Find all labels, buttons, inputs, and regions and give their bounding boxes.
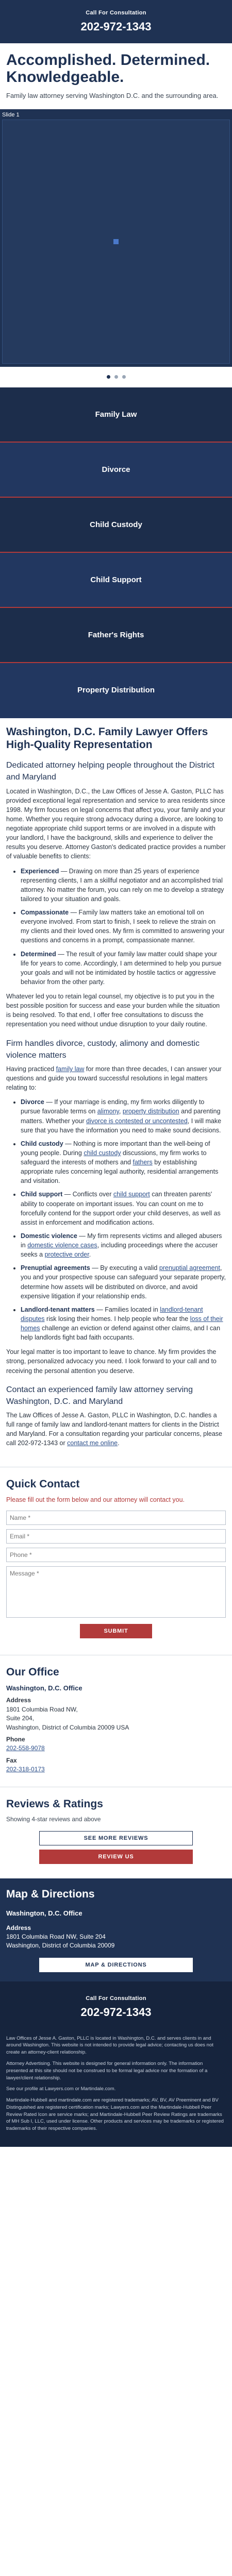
slider-dot[interactable] [114, 375, 118, 379]
family-law-link[interactable]: family law [56, 1065, 85, 1073]
practice-property-distribution[interactable]: Property Distribution [0, 663, 232, 718]
review-us-button[interactable]: REVIEW US [39, 1850, 193, 1864]
loss-of-home-link[interactable]: loss of their homes [21, 1315, 223, 1332]
text: challenge an eviction or defend against other claims, and I can help landlords fight bad faith occupants. [21, 1325, 221, 1342]
hero-headline: Accomplished. Determined. Knowledgeable. [6, 51, 210, 86]
text: and parenting matters. Whether your [21, 1108, 221, 1125]
slide-label: Slide 1 [2, 111, 20, 118]
call-label: Call For Consultation [86, 10, 146, 16]
quick-contact-note: Please fill out the form below and our attorney will contact you. [6, 1496, 185, 1504]
practice-areas [0, 387, 232, 718]
see-more-reviews-button[interactable]: SEE MORE REVIEWS [39, 1831, 193, 1845]
list-item-title: Determined [21, 950, 56, 958]
office-phone-link[interactable]: 202-558-9078 [6, 1744, 45, 1752]
handles-paragraph [6, 1064, 226, 1092]
property-distribution-link[interactable]: property distribution [122, 1108, 179, 1115]
footer-phone-link[interactable]: 202-972-1343 [80, 2005, 152, 2019]
list-item-title: Divorce [21, 1098, 44, 1106]
practice-divorce[interactable]: Divorce [0, 443, 232, 498]
reviews-section [0, 1787, 232, 1879]
list-item-title: Child support [21, 1191, 63, 1198]
legal-text [0, 2029, 232, 2132]
list-item-title: Experienced [21, 867, 59, 875]
fax-label: Fax [6, 1756, 17, 1764]
legal-paragraph: Law Offices of Jesse A. Gaston, PLLC is located in Washington, D.C. and serves clients in and around Washington. This website is not intended to provide legal advice; contacting us does not create an attorney-client relationship. [6, 2035, 213, 2056]
slider-dot[interactable] [122, 375, 126, 379]
protective-order-link[interactable]: protective order [44, 1251, 89, 1259]
legal-paragraph: Attorney Advertising. This website is designed for general information only. The information presented at this site should not be construed to be formal legal advice nor the formation of a lawyer/client relationship. [6, 2060, 208, 2081]
text: by establishing appropriate rules concerning legal authority, residential arrangements and visitation. [21, 1159, 219, 1185]
intro-subtitle: Dedicated attorney helping people throughout the District and Maryland [6, 761, 214, 782]
map-address-label: Address [6, 1924, 31, 1931]
hero-slider[interactable] [0, 109, 232, 367]
message-input[interactable] [6, 1566, 226, 1618]
practice-family-law[interactable]: Family Law [0, 387, 232, 443]
legal-paragraph: See our profile at Lawyers.com or Martindale.com. [6, 2086, 116, 2092]
list-item [21, 867, 226, 904]
map-directions-button[interactable]: MAP & DIRECTIONS [39, 1958, 193, 1972]
slider-dots [0, 367, 232, 387]
footer-call-label: Call For Consultation [86, 1995, 146, 2002]
prenuptial-agreement-link[interactable]: prenuptial agreement [159, 1264, 221, 1272]
reviews-subtitle: Showing 4-star reviews and above [6, 1816, 101, 1823]
text: — Families located in [94, 1306, 160, 1313]
list-item [21, 1263, 226, 1301]
text: — By executing a valid [90, 1264, 159, 1272]
footer [0, 1981, 232, 2147]
text: — Conflicts over [62, 1191, 113, 1198]
text: — If your marriage is ending, my firm works diligently to pursue favorable terms on [21, 1098, 205, 1115]
quick-contact-form [0, 1467, 232, 1644]
slider-dot[interactable] [107, 375, 110, 379]
office-section [0, 1655, 232, 1781]
list-item-text: — Drawing on more than 25 years of experience representing clients, I am a skillful negotiator and an accomplished trial attorney. No matter the forum, you can rely on me to develop a strategy tailored to your situation and goals. [21, 867, 224, 903]
handles-paragraph-2: Your legal matter is too important to leave to chance. My firm provides the strong, personalized advocacy you need. I look forward to your call and to receiving the personal attention you deserve. [6, 1348, 217, 1375]
list-item-text: — Family law matters take an emotional toll on everyone involved. From start to finish, I seek to relieve the strain on my clients and their loved ones. My firm is committed to answering your questions and concerns in a prompt, compassionate manner. [21, 909, 225, 944]
text: for more than three decades, I can answer your questions and guide you toward successful resolutions in legal matters relating to: [6, 1065, 222, 1092]
quick-contact-title: Quick Contact [6, 1478, 80, 1490]
list-item [21, 1231, 226, 1259]
intro-paragraph-2: Whatever led you to retain legal counsel, my objective is to put you in the best possible position for success and ease your burden while the situation is being resolved. To that end, I offer free consultations to discuss the representation you need without undue disruption to your daily routine. [6, 993, 220, 1028]
text: can threaten parents' ability to cooperate on important issues. You can count on me to forcefully contend for the support order your child deserves, as well as assist in enforcement and modification actions. [21, 1191, 221, 1226]
map-address-line: Washington, District of Columbia 20009 [6, 1942, 115, 1950]
text: discussions, my firm works to safeguard the interests of mothers and [21, 1149, 207, 1166]
address-line: 1801 Columbia Road NW, [6, 1705, 78, 1713]
name-input[interactable] [6, 1511, 226, 1525]
slide-placeholder-icon [113, 239, 119, 244]
phone-label: Phone [6, 1736, 25, 1743]
list-item [21, 908, 226, 945]
hero-tagline: Family law attorney serving Washington D.C. and the surrounding area. [6, 92, 219, 100]
benefits-list [21, 867, 226, 987]
text: Having practiced [6, 1065, 56, 1073]
footer-call-bar [0, 1981, 232, 2029]
domestic-violence-link[interactable]: domestic violence cases [27, 1242, 97, 1249]
list-item-title: Domestic violence [21, 1232, 77, 1240]
map-title: Map & Directions [6, 1888, 95, 1901]
office-city: Washington, D.C. Office [6, 1684, 82, 1692]
list-item [21, 1190, 226, 1227]
list-item-title: Child custody [21, 1140, 63, 1147]
fathers-link[interactable]: fathers [132, 1159, 153, 1166]
address-label: Address [6, 1697, 31, 1704]
phone-link[interactable]: 202-972-1343 [80, 20, 152, 33]
address-line: Washington, District of Columbia 20009 USA [6, 1723, 129, 1731]
practice-child-custody[interactable]: Child Custody [0, 498, 232, 553]
child-support-link[interactable]: child support [113, 1191, 150, 1198]
list-item [21, 950, 226, 987]
legal-paragraph: Martindale-Hubbell and martindale.com are registered trademarks; AV, BV, AV Preeminent and BV Distinguished are registered certification marks; Lawyers.com and the Martindale-Hubbell Peer Review Rated Icon are service marks; and Martindale-Hubbell Peer Review Ratings are trademarks of MH Sub I, LLC, used under license. Other products and services may be trademarks or registered trademarks of their respective companies. [6, 2097, 224, 2132]
map-city: Washington, D.C. Office [6, 1909, 82, 1917]
list-item [21, 1305, 226, 1343]
practice-fathers-rights[interactable]: Father's Rights [0, 608, 232, 663]
main-content [0, 718, 232, 1458]
child-custody-link[interactable]: child custody [84, 1149, 121, 1157]
services-list [21, 1097, 226, 1342]
office-title: Our Office [6, 1666, 59, 1679]
intro-title: Washington, D.C. Family Lawyer Offers High-Quality Representation [6, 725, 208, 751]
reviews-title: Reviews & Ratings [6, 1798, 103, 1810]
text: . [89, 1251, 91, 1259]
list-item [21, 1139, 226, 1186]
text: — My firm represents victims and alleged abusers in [21, 1232, 222, 1249]
submit-button[interactable]: SUBMIT [80, 1624, 152, 1638]
list-item-text: — The result of your family law matter could shape your life for years to come. Accordingly, I am determined to help you pursue your goals and will not be intimidated by hostile tactics or aggressive behavior from the other party. [21, 950, 222, 986]
practice-child-support[interactable]: Child Support [0, 553, 232, 608]
address-line: Suite 204, [6, 1715, 35, 1722]
text: , including proceedings where the accuser seeks a [21, 1242, 218, 1259]
alimony-link[interactable]: alimony [97, 1108, 119, 1115]
map-section [0, 1878, 232, 1981]
hero [0, 43, 232, 106]
text: , I will make sure that you have the information you need to make sound decisions. [21, 1117, 222, 1134]
contested-divorce-link[interactable]: divorce is contested or uncontested [86, 1117, 188, 1125]
contact-subtitle: Contact an experienced family law attorney serving Washington, D.C. and Maryland [6, 1385, 193, 1406]
phone-input[interactable] [6, 1548, 226, 1562]
map-address-line: 1801 Columbia Road NW, Suite 204 [6, 1933, 106, 1941]
handles-subtitle: Firm handles divorce, custody, alimony and domestic violence matters [6, 1039, 200, 1060]
landlord-tenant-link[interactable]: landlord-tenant disputes [21, 1306, 203, 1323]
top-call-bar [0, 0, 232, 43]
intro-paragraph: Located in Washington, D.C., the Law Offices of Jesse A. Gaston, PLLC has provided exceptional legal representation and service to area residents since 1998. My firm focuses on legal concerns that affect you, your family and your home. Whether you require strong advocacy during a divorce, are looking to negotiate appropriate child support terms or are involved in a dispute with your landlord, I have the background, skills and experience to deliver the results you deserve. Attorney Gaston's dedicated practice provides a number of valuable benefits to clients: [6, 787, 226, 860]
list-item-title: Compassionate [21, 909, 69, 917]
list-item-title: Landlord-tenant matters [21, 1306, 95, 1313]
list-item [21, 1097, 226, 1135]
text: . [118, 1439, 120, 1447]
text: , you and your prospective spouse can safeguard your separate property, determine how assets will be distributed on divorce, and avoid expensive litigation if your relationship ends. [21, 1264, 226, 1300]
text: , [119, 1108, 123, 1115]
text: The Law Offices of Jesse A. Gaston, PLLC in Washington, D.C. handles a full range of family law and landlord-tenant matters for clients in the District and Maryland. For a consultation regarding your particular concerns, please call 202-972-1343 or [6, 1412, 222, 1447]
text: — Nothing is more important than the well-being of young people. During [21, 1140, 210, 1157]
slide-image [2, 120, 230, 364]
office-fax-link[interactable]: 202-318-0173 [6, 1766, 45, 1773]
list-item-title: Prenuptial agreements [21, 1264, 90, 1272]
email-input[interactable] [6, 1529, 226, 1544]
contact-online-link[interactable]: contact me online [67, 1439, 118, 1447]
text: risk losing their homes. I help people who fear the [44, 1315, 190, 1323]
contact-paragraph [6, 1411, 226, 1448]
